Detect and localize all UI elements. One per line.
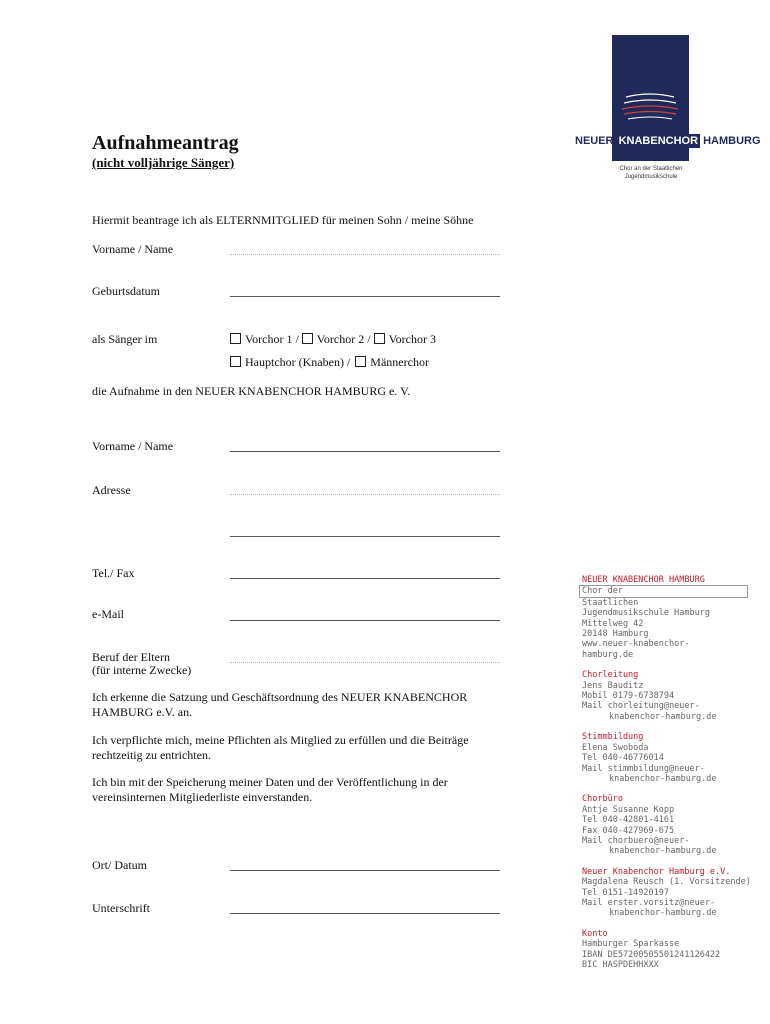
sidebar-contact <box>582 575 762 970</box>
phone-field[interactable] <box>230 578 500 579</box>
assoc-heading: Neuer Knabenchor Hamburg e.V. <box>582 866 731 877</box>
birthdate-label: Geburtsdatum <box>92 284 160 298</box>
logo-sub-line-2: Jugendmusikschule <box>624 174 678 180</box>
voice-line: Elena Swoboda <box>582 742 649 753</box>
bank-heading: Konto <box>582 928 608 939</box>
choir-options-row-2 <box>230 355 429 370</box>
voice-email-cont[interactable]: knabenchor-hamburg.de <box>609 773 717 784</box>
signature-label: Unterschrift <box>92 901 150 915</box>
vorchor-3-label: Vorchor 3 <box>388 332 436 346</box>
logo-word-mid: KNABENCHOR <box>618 135 699 147</box>
vorchor-1-label: Vorchor 1 / <box>245 332 299 346</box>
place-date-field[interactable] <box>230 870 500 871</box>
choir-line: Jens Bauditz <box>582 680 644 691</box>
org-line: Mittelweg 42 <box>582 618 644 629</box>
child-name-field[interactable] <box>230 254 500 255</box>
choir-heading: Chorleitung <box>582 670 639 681</box>
admission-text: die Aufnahme in den NEUER KNABENCHOR HAMBURG e. V. <box>92 384 411 398</box>
parent-name-field[interactable] <box>230 451 500 452</box>
profession-label: Beruf der Eltern <box>92 650 170 664</box>
choir-line: Mobil 0179-6738794 <box>582 691 675 702</box>
office-email-link[interactable]: Mail chorbuero@neuer- <box>582 835 690 846</box>
logo-word-left: NEUER <box>575 135 614 147</box>
org-line: 20148 Hamburg <box>582 629 649 640</box>
page-subtitle: (nicht volljährige Sänger) <box>92 155 235 170</box>
office-heading: Chorbüro <box>582 794 623 805</box>
signature-field[interactable] <box>230 913 500 914</box>
logo-word-right: HAMBURG <box>703 135 761 147</box>
parent-name-label: Vorname / Name <box>92 439 174 453</box>
vorchor-2-label: Vorchor 2 / <box>316 332 371 346</box>
office-line: Antje Susanne Kopp <box>582 804 675 815</box>
profession-field[interactable] <box>230 662 500 663</box>
profession-note: (für interne Zwecke) <box>92 663 192 677</box>
duties-paragraph: Ich verpflichte mich, meine Pflichten als Mitglied zu erfüllen und die Beiträge rechtzeitig zu entrichten. <box>92 733 469 762</box>
place-date-label: Ort/ Datum <box>92 858 147 872</box>
bank-iban: IBAN DE57200505501241126422 <box>582 949 721 960</box>
org-heading: NEUER KNABENCHOR HAMBURG <box>582 575 705 585</box>
voice-heading: Stimmbildung <box>582 732 644 743</box>
page-title: Aufnahmeantrag <box>92 132 239 154</box>
assoc-line: Tel 0151-14920197 <box>582 887 669 898</box>
intro-text: Hiermit beantrage ich als ELTERNMITGLIED für meinen Sohn / meine Söhne <box>92 213 474 227</box>
org-line-highlight: Chor der <box>579 585 748 597</box>
assoc-email-cont[interactable]: knabenchor-hamburg.de <box>609 908 717 919</box>
maennerchor-checkbox[interactable] <box>355 356 366 367</box>
choir-email-link[interactable]: Mail chorleitung@neuer- <box>582 701 700 712</box>
birthdate-field[interactable] <box>230 296 500 297</box>
address-field-2[interactable] <box>230 536 500 537</box>
assoc-line: Magdalena Reusch (1. Vorsitzende) <box>582 877 751 888</box>
org-website-link-cont[interactable]: hamburg.de <box>582 649 634 660</box>
vorchor-2-checkbox[interactable] <box>302 333 313 344</box>
hauptchor-checkbox[interactable] <box>230 356 241 367</box>
office-line: Tel 040-42801-4161 <box>582 815 675 826</box>
bank-line: Hamburger Sparkasse <box>582 939 680 950</box>
assoc-email-link[interactable]: Mail erster.vorsitz@neuer- <box>582 897 716 908</box>
privacy-paragraph: Ich bin mit der Speicherung meiner Daten und der Veröffentlichung in der vereinsinternen Mitgliederliste einverstanden. <box>92 775 448 804</box>
phone-label: Tel./ Fax <box>92 566 135 580</box>
logo-subtitle <box>612 165 690 181</box>
choir-options-row-1 <box>230 332 436 347</box>
email-label: e-Mail <box>92 607 124 621</box>
org-line: Jugendmusikschule Hamburg <box>582 608 710 619</box>
choir-email-cont[interactable]: knabenchor-hamburg.de <box>609 711 717 722</box>
address-label: Adresse <box>92 483 131 497</box>
bank-bic: BIC HASPDEHHXXX <box>582 960 659 970</box>
voice-line: Tel 040-46776014 <box>582 753 664 764</box>
org-website-link[interactable]: www.neuer-knabenchor- <box>582 639 690 650</box>
email-field[interactable] <box>230 620 500 621</box>
logo-sub-line-1: Chor an der Staatlichen <box>619 166 683 172</box>
singer-label: als Sänger im <box>92 332 158 346</box>
office-line: Fax 040-427969-675 <box>582 825 675 836</box>
logo-wordmark <box>575 135 761 147</box>
vorchor-3-checkbox[interactable] <box>374 333 385 344</box>
vorchor-1-checkbox[interactable] <box>230 333 241 344</box>
hauptchor-label: Hauptchor (Knaben) / <box>245 355 351 369</box>
office-email-cont[interactable]: knabenchor-hamburg.de <box>609 846 717 857</box>
statute-paragraph: Ich erkenne die Satzung und Geschäftsordnung des NEUER KNABENCHOR HAMBURG e.V. an. <box>92 690 468 719</box>
child-name-label: Vorname / Name <box>92 242 174 256</box>
voice-email-link[interactable]: Mail stimmbildung@neuer- <box>582 763 705 774</box>
address-field-1[interactable] <box>230 494 500 495</box>
maennerchor-label: Männerchor <box>370 355 429 369</box>
org-line: Staatlichen <box>582 597 639 608</box>
